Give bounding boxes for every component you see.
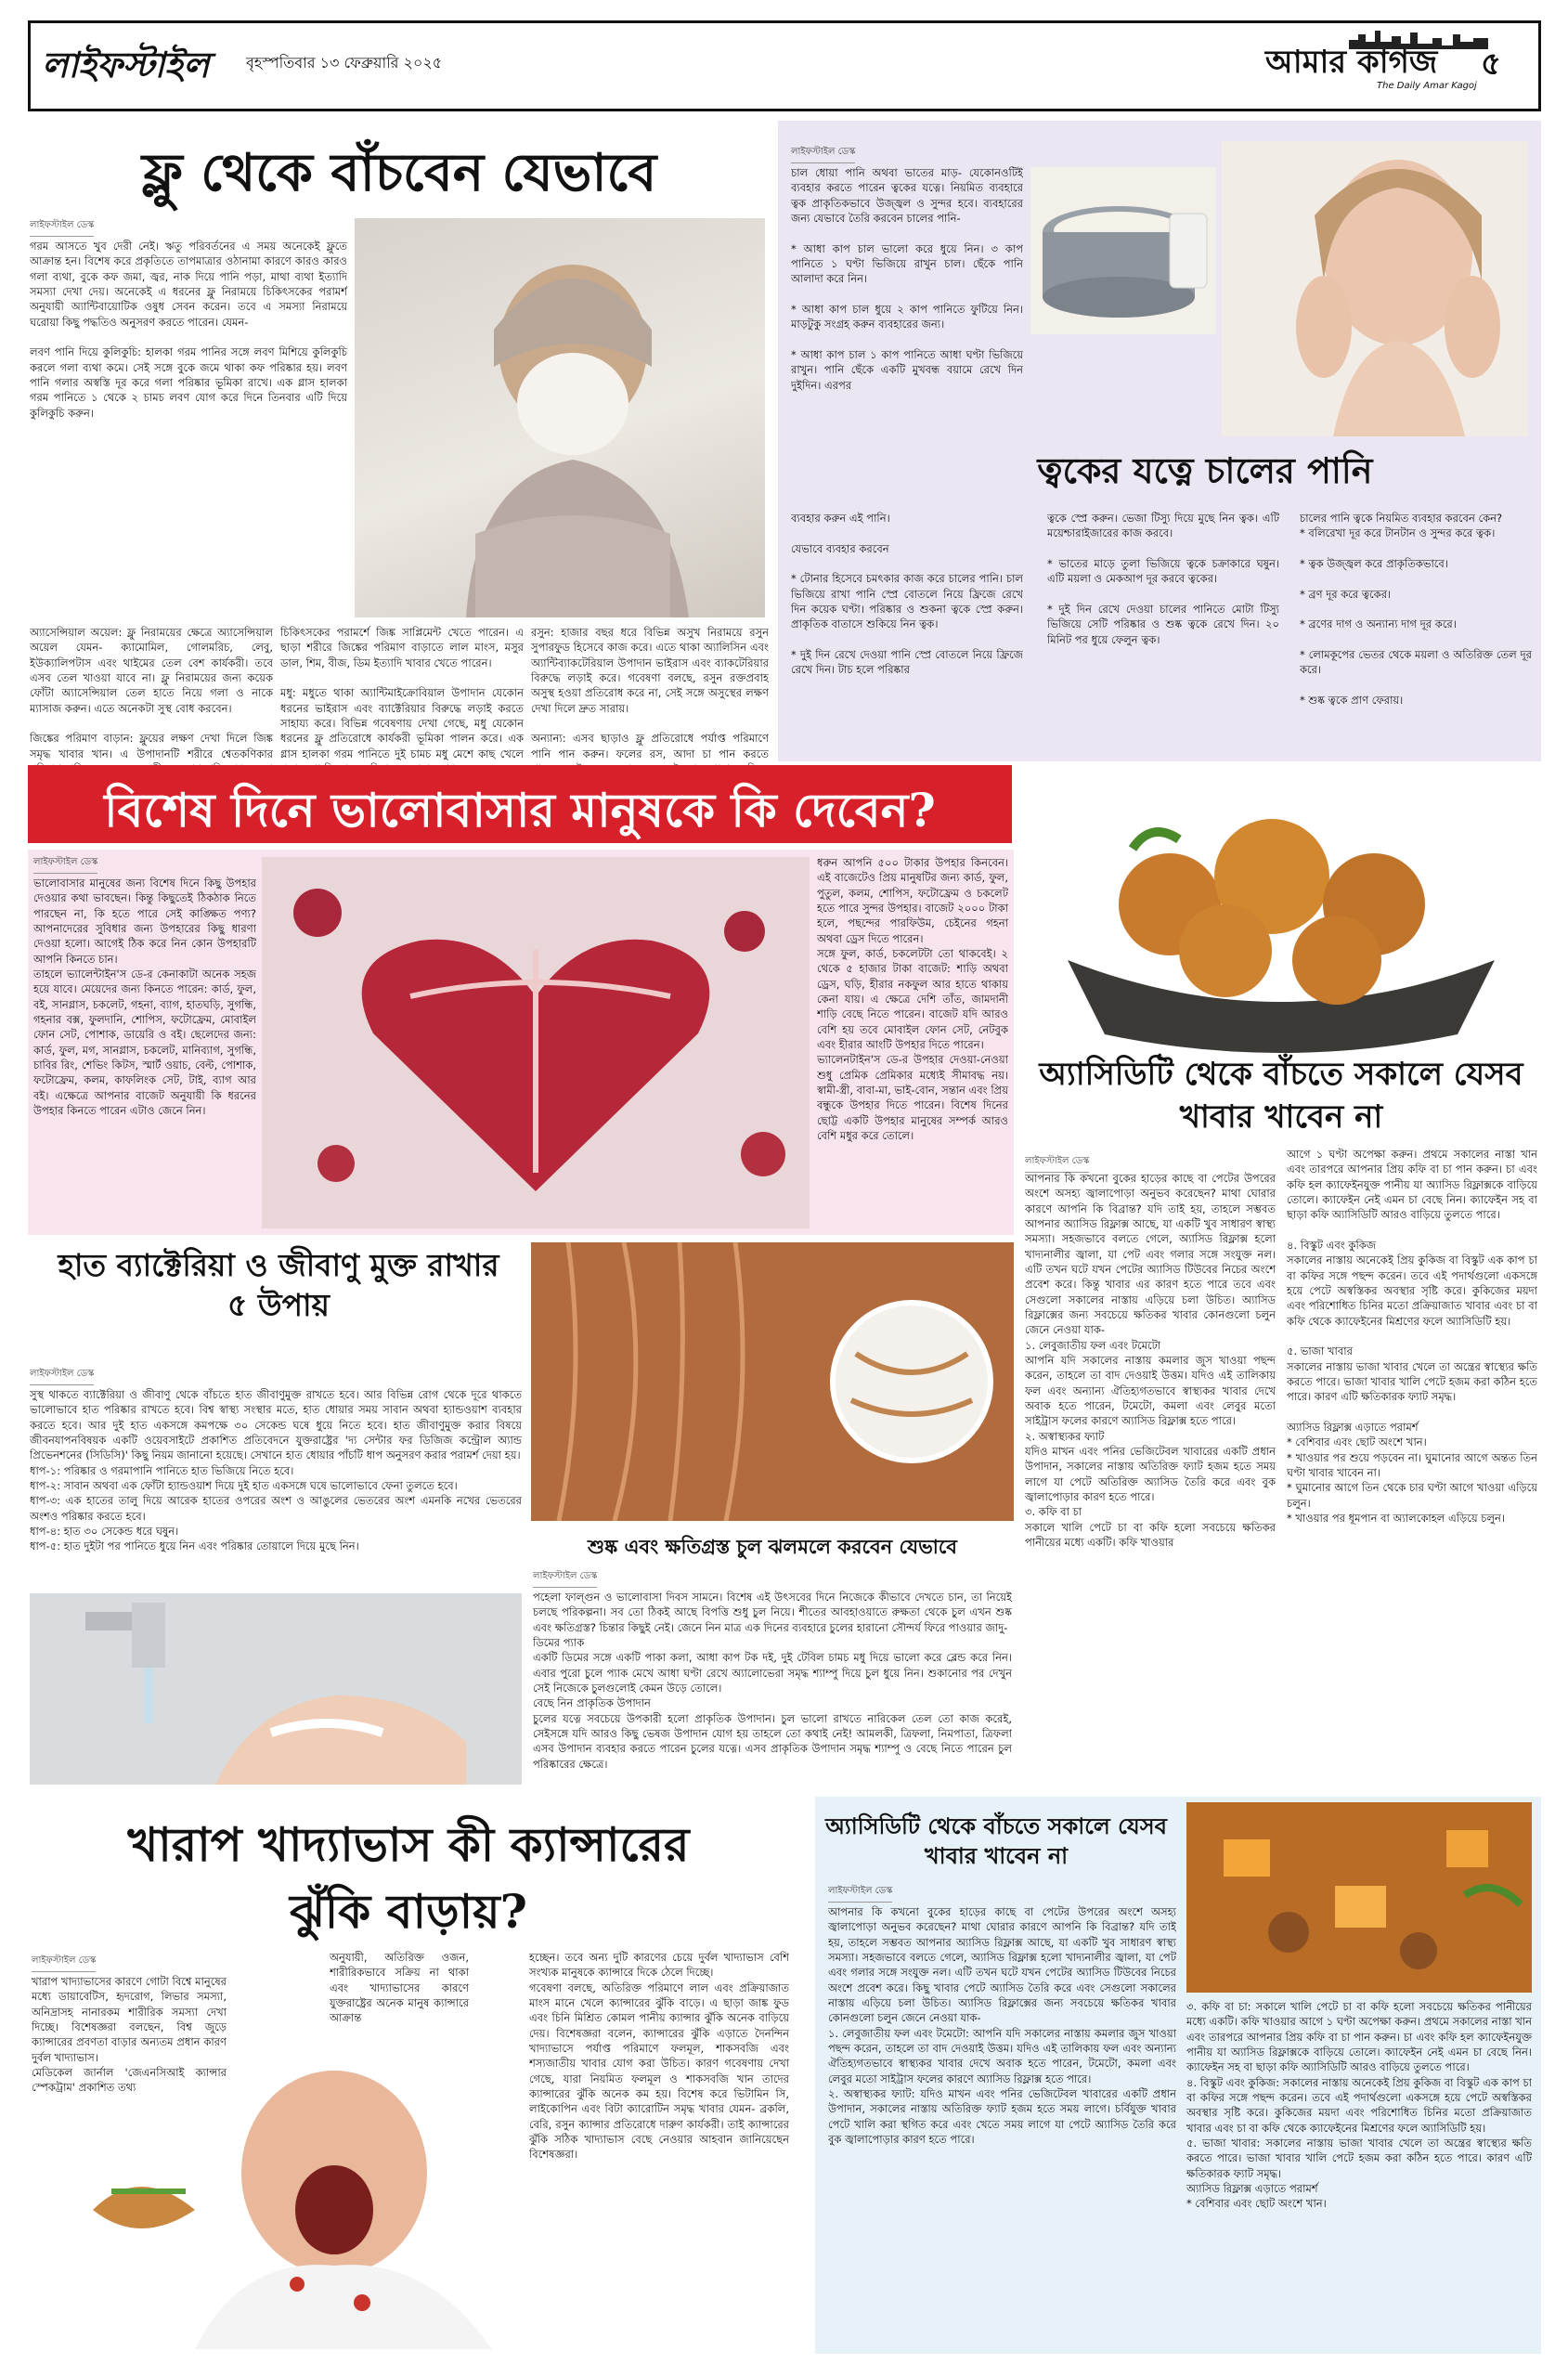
rice-col2: ত্বকে স্প্রে করুন। ভেজা টিস্যু দিয়ে মুছে নিন ত্বক। এটি ময়েশ্চারাইজারের কাজ করবে। * ভাতের মাড়ে তুলা ভিজিয়ে ত্বকে চক্রাকারে ঘষুন। এটি ময়লা ও মেকআপ দূর করবে ত্বকের। * দুই দিন রেখে দেওয়া চালের পানিতে মোটা টিস্যু ভিজিয়ে সেটি পরিষ্কার ও শুষ্ক ত্বকে রেখে দিন। ২০ মিনিট পর ধুয়ে ফেলুন ত্বক। [1047, 512, 1279, 646]
gift-col2: ধরুন আপনি ৫০০ টাকার উপহার কিনবেন। এই বাজেটেও প্রিয় মানুষটির জন্য কার্ড, ফুল, পুতুল, কলম, শোপিস, ফটোফ্রেম ও চকলেট হতে পারে সুন্দর উপহার। বাজেট ২০০০ টাকা হলে, পছন্দের পারফিউম, চেইনের গহনা অথবা ড্রেস দিতে পারেন। সঙ্গে ফুল, কার্ড, চকলেটটা তো থাকবেই। ২ থেকে ৫ হাজার টাকা বাজেট: শাড়ি অথবা ড্রেস, ঘড়ি, হীরার নকফুল আর হাতে থাকায় কেনা যায়। এ ক্ষেত্রে দেশি তাঁত, জামদানী শাড়ি বেছে নিতে পারেন। বাজেট যদি আরও বেশি হয় তবে মোবাইল ফোন সেট, নেটবুক এবং হীরার আংটি উপহার দিতে পারেন। ভ্যালেনটাইন'স ডে-র উপহার দেওয়া-নেওয়া শুধু প্রেমিক প্রেমিকার মধ্যেই সীমাবদ্ধ নয়। স্বামী-স্ত্রী, বাবা-মা, ভাই-বোন, সন্তান এবং প্রিয় বন্ধুকে উপহার দিতে পারেন। বিশেষ দিনের ছোট্ট একটি উপহার মানুষের সম্পর্ক আরও বেশি মধুর করে তোলে। [817, 856, 1008, 1142]
issue-date: বৃহস্পতিবার ১৩ ফেব্রুয়ারি ২০২৫ [246, 54, 443, 71]
hand-desk: লাইফস্টাইল ডেস্ক [30, 1367, 94, 1385]
newspaper-logo [1265, 29, 1535, 103]
section-name: লাইফস্টাইল [42, 44, 210, 85]
acidity-col2: আগে ১ ঘণ্টা অপেক্ষা করুন। প্রথমে সকালের নাস্তা খান এবং তারপরে আপনার প্রিয় কফি বা চা পান করুন। চা এবং কফি হল ক্যাফেইনযুক্ত পানীয় যা অ্যাসিড রিফ্লাক্সকে বাড়িয়ে তোলে। ক্যাফেইন নেই এমন চা বেছে নিন। ক্যাফেইন সহ বা ছাড়া কফি অ্যাসিডিটি আরও বাড়িয়ে তুলতে পারে। ৪. বিস্কুট এবং কুকিজ সকালের নাস্তায় অনেকেই প্রিয় কুকিজ বা বিস্কুট এক কাপ চা বা কফির সঙ্গে পছন্দ করেন। তবে এই পদার্থগুলো একসঙ্গে হয়ে পেটে অস্বস্তিকর অবস্থার সৃষ্টি করে। কুকিজের ময়দা এবং পরিশোধিত চিনির মতো প্রক্রিয়াজাত খাবার এবং চা বা কফি থেকে ক্যাফেইনের মিশ্রণের ফলে অ্যাসিডিটি হয়। ৫. ভাজা খাবার সকালের নাস্তায় ভাজা খাবার খেলে তা অন্ত্রের স্বাস্থ্যের ক্ষতি করতে পারে। ভাজা খাবার খালি পেটে হজম করা কঠিন হতে পারে। কারণ এটি ক্ষতিকারক ফ্যাট সমৃদ্ধ। অ্যাসিড রিফ্লাক্স এড়াতে পরামর্শ * বেশিবার এবং ছোট অংশে খান। * খাওয়ার পর শুয়ে পড়বেন না। ঘুমানোর আগে অন্তত তিন ঘণ্টা খাবার খাবেন না। * ঘুমানোর আগে তিন থেকে চার ঘণ্টা আগে খাওয়া এড়িয়ে চলুন। * খাওয়ার পর ধূমপান বা অ্যালকোহল এড়িয়ে চলুন। [1287, 1148, 1537, 1525]
fried-chicken-photo [1021, 765, 1541, 1053]
brand-english: The Daily Amar Kagoj [1377, 81, 1477, 91]
rice-water-article [778, 121, 1541, 761]
acidity-desk: লাইফস্টাইল ডেস্ক [1025, 1154, 1089, 1173]
acidity-headline: অ্যাসিডিটি থেকে বাঁচতে সকালে যেসব খাবার খাবেন না [1039, 1056, 1523, 1136]
rice-intro: চাল ধোয়া পানি অথবা ভাতের মাড়- যেকোনওটিই ব্যবহার করতে পারেন ত্বকের যত্নে। নিয়মিত ব্যবহারে ত্বক প্রাকৃতিকভাবে উজ্জ্বল ও সুন্দর হবে। ব্যবহারের জন্য যেভাবে তৈরি করবেন চালের পানি- * আধা কাপ চাল ভালো করে ধুয়ে নিন। ৩ কাপ পানিতে ১ ঘণ্টা ভিজিয়ে রাখুন চাল। ছেঁকে পানি আলাদা করে নিন। * আধা কাপ চাল ধুয়ে ২ কাপ পানিতে ফুটিয়ে নিন। মাড়টুকু সংগ্রহ করুন ব্যবহারের জন্য। * আধা কাপ চাল ১ কাপ পানিতে আধা ঘণ্টা ভিজিয়ে রাখুন। পানি ছেঁকে একটি মুখবন্ধ বয়ামে রেখে দিন দুইদিন। এরপর [791, 166, 1023, 392]
flu-col2: চিকিৎসকের পরামর্শে জিঙ্ক সাপ্লিমেন্ট খেতে পারেন। এ ছাড়া শরীরে জিঙ্কের পরিমাণ বাড়াতে লাল মাংস, মসুর ডাল, শিম, বীজ, ডিম ইত্যাদি খাবার খেতে পারেন। মধু: মধুতে থাকা অ্যান্টিমাইক্রোবিয়াল উপাদান যেকোন ধরনের ভাইরাস এবং ব্যাক্টেরিয়ার বিরুদ্ধে লড়াই করতে সাহায্য করে। বিভিন্ন গবেষণায় দেখা গেছে, মধু যেকোন ধরনের ফ্লু প্রতিরোধে কার্যকরী ভূমিকা পালন করে। এক গ্লাস হালকা গরম পানিতে দুই চামচ মধু মেশে কাছ খেলে [280, 626, 524, 760]
acidity-col1: আপনার কি কখনো বুকের হাড়ের কাছে বা পেটের উপরের অংশে অসহ্য জ্বালাপোড়া অনুভব করেছেন? মাথা ঘোরার কারণে আপনি কি বিব্রান্ত? যদি তাই হয়, তাহলে সম্ভবত আপনার অ্যাসিড রিফ্লাক্স আছে, যা একটি খুব সাধারণ স্বাস্থ্য সমস্যা। সহজভাবে বলতে গেলে, অ্যাসিড রিফ্লাক্স হলো খাদ্যনালীর জ্বালা, যা পেট এবং গলার সঙ্গে সংযুক্ত নল। এটি তখন ঘটে যখন পেটের অ্যাসিড টিউবের নিচের অংশে প্রবেশ করে। কিন্তু খাবার এর কারণ হতে পারে তবে এবং সেগুলো সকালের নাস্তায় এড়িয়ে চলা উচিত। অ্যাসিড রিফ্লাক্সের জন্য সবচেয়ে ক্ষতিকর খাবার কোনগুলো চলুন জেনে নেওয়া যাক- ১. লেবুজাতীয় ফল এবং টমেটো আপনি যদি সকালের নাস্তায় কমলার জুস খাওয়া পছন্দ করেন, তাহলে তা বাদ দেওয়াই উত্তম। যদিও এই তালিকায় ফল এবং অন্যান্য ঐতিহ্যগতভাবে স্বাস্থ্যকর খাবার দেখে অবাক হতে পারেন, টমেটো, কমলা এবং লেবুর মতো সাইট্রাস ফলের কারণে অ্যাসিড রিফ্লাক্স হতে পারে। ২. অস্বাস্থ্যকর ফ্যাট যদিও মাখন এবং পনির ভেজিটেবল খাবারের একটি প্রধান উপাদান, সকালের নাস্তায় অতিরিক্ত ফ্যাট হজম হতে সময় লাগে যা পেটে অতিরিক্ত অ্যাসিড তৈরি করে এবং বুক জ্বালাপোড়ার কারণ হতে পারে। ৩. কফি বা চা সকালে খালি পেটে চা বা কফি হলো সবচেয়ে ক্ষতিকর পানীয়ের মধ্যে একটি। কফি খাওয়ার [1025, 1172, 1276, 1549]
acidity-box-col1: আপনার কি কখনো বুকের হাড়ের কাছে বা পেটের উপরের অংশে অসহ্য জ্বালাপোড়া অনুভব করেছেন? মাথা ঘোরার কারণে আপনি কি বিব্রান্ত? যদি তাই হয়, তাহলে সম্ভবত আপনার অ্যাসিড রিফ্লাক্স আছে, যা একটি খুব সাধারণ স্বাস্থ্য সমস্যা। সহজভাবে বলতে গেলে, অ্যাসিড রিফ্লাক্স হলো খাদ্যনালীর জ্বালা, যা পেট এবং গলার সঙ্গে সংযুক্ত নল। এটি তখন ঘটে যখন পেটের অ্যাসিড টিউবের নিচের অংশে প্রবেশ করে। কিছু খাবার পেটে অ্যাসিড তৈরি করে এবং সেগুলো সকালের নাস্তায় এড়িয়ে চলা উচিত। অ্যাসিড রিফ্লাক্সের জন্য সবচেয়ে ক্ষতিকর খাবার কোনগুলো চলুন জেনে নেওয়া যাক- ১. লেবুজাতীয় ফল এবং টমেটো: আপনি যদি সকালের নাস্তায় কমলার জুস খাওয়া পছন্দ করেন, তাহলে তা বাদ দেওয়াই উত্তম। যদিও এই তালিকায় ফল এবং অন্যান্য ঐতিহ্যগতভাবে স্বাস্থ্যকর খাবার দেখে অবাক হতে পারেন, টমেটো, কমলা এবং লেবুর মতো সাইট্রাস ফলের কারণে অ্যাসিড রিফ্লাক্স হতে পারে। ২. অস্বাস্থ্যকর ফ্যাট: যদিও মাখন এবং পনির ভেজিটেবল খাবারের একটি প্রধান উপাদান, সকালের নাস্তায় অতিরিক্ত ফ্যাট হজম হতে সময় লাগে। চর্বিযুক্ত খাবার পেটে খালি করা স্থগিত করে এবং খেতে সময় লাগে যা পেটে অ্যাসিড তৈরি করে বুক জ্বালাপোড়ার কারণ হতে পারে। [828, 1905, 1176, 2146]
gift-banner [28, 765, 1012, 843]
gift-article [28, 850, 1014, 1235]
gift-desk: লাইফস্টাইল ডেস্ক [33, 855, 97, 874]
gift-col1: ভালোবাসার মানুষের জন্য বিশেষ দিনে কিছু উপহার দেওয়ার কথা ভাবছেন। কিন্তু কিছুতেই ঠিকঠাক নিতে পারছেন না, কি হতে পারে সেই কাঙ্ক্ষিত পণ্য? আপনাদেরের সুবিধার জন্য উপহারের কিছু ধারণা দেওয়া হলো। আগেই ঠিক করে নিন কোন উপহারটি আপনি কিনতে চান। তাহলে ভ্যালেন্টাইন'স ডে-র কেনাকাটা অনেক সহজ হয়ে যাবে। মেয়েদের জন্য কিনতে পারেন: কার্ড, ফুল, বই, সানগ্লাস, চকলেট, গহনা, ব্যাগ, হাতঘড়ি, সুগন্ধি, গহনার বক্স, ফুলদানি, শোপিস, ফটোফ্রেম, মোবাইল ফোন সেট, পোশাক, ডায়েরি ও বই। ছেলেদের জন্য: কার্ড, ফুল, মগ, সানগ্লাস, চকলেট, মানিব্যাগ, সুগন্ধি, চাবির রিং, শেভিং কিটস, স্মার্ট ওয়াচ, বেল্ট, পোশাক, ফটোফ্রেম, কলম, কাফলিংক সেট, টাই, ব্যাগ আর বই। এক্ষেত্রে আপনার বাজেট অনুযায়ী কি ধরনের উপহার কিনতে পারেন এটাও জেনে নিন। [33, 877, 256, 1117]
flu-desk: লাইফস্টাইল ডেস্ক [30, 218, 94, 237]
acidity-article [1021, 1054, 1541, 1787]
flu-headline: ফ্লু থেকে বাঁচবেন যেভাবে [141, 142, 657, 203]
heart-gift-box-photo [262, 857, 810, 1228]
hand-article [28, 1242, 525, 1786]
flu-col1: অ্যাসেন্সিয়াল অয়েল: ফ্লু নিরাময়ের ক্ষেত্রে অ্যাসেন্সিয়াল অয়েল যেমন- ক্যামোমিল, গোলমরিচ, লেবু, ইউক্যালিপটাস এবং থাইমের তেল বেশ কার্যকরী। তবে এসব তেল খাওয়া যাবে না। ফ্লু নিরাময়ের জন্য কয়েক ফোঁটা অ্যাসেন্সিয়াল তেল হাতে নিয়ে গলা ও নাকে ম্যাসাজ করুন। এতে অনেকটা সুস্থ বোধ করবেন। জিঙ্কের পরিমাণ বাড়ান: ফ্লুয়ের লক্ষণ দেখা দিলে জিঙ্ক সমৃদ্ধ খাবার খান। এ উপাদানটি শরীরে শ্বেতকণিকার [30, 626, 273, 760]
hand-washing-photo [30, 1593, 522, 1785]
cancer-article [28, 1792, 808, 2354]
masthead [28, 20, 1541, 111]
hair-article [531, 1242, 1014, 1786]
flu-article [28, 125, 771, 775]
rice-headline: ত্বকের যত্নে চালের পানি [1037, 449, 1373, 491]
hair-desk: লাইফস্টাইল ডেস্ক [533, 1569, 597, 1588]
hair-headline: শুষ্ক এবং ক্ষতিগ্রস্ত চুল ঝলমলে করবেন যেভাবে [588, 1536, 957, 1558]
sneezing-woman-photo [355, 218, 765, 617]
acidity-box-col2: ৩. কফি বা চা: সকালে খালি পেটে চা বা কফি হলো সবচেয়ে ক্ষতিকর পানীয়ের মধ্যে একটি। কফি খাওয়ার আগে ১ ঘণ্টা অপেক্ষা করুন। প্রথমে সকালের নাস্তা খান এবং তারপরে আপনার প্রিয় কফি বা চা পান করুন। চা এবং কফি হল ক্যাফেইনযুক্ত পানীয় যা অ্যাসিড রিফ্লাক্সকে বাড়িয়ে তোলে। ক্যাফেইন নেই এমন চা বেছে নিন। ক্যাফেইন সহ বা ছাড়া কফি অ্যাসিডিটি আরও বাড়িয়ে তুলতে পারে। ৪. বিস্কুট এবং কুকিজ: সকালের নাস্তায় অনেকেই প্রিয় কুকিজ বা বিস্কুট এক কাপ চা বা কফির সঙ্গে পছন্দ করেন। তবে এই পদার্থগুলো একসঙ্গে হয়ে পেটে অস্বস্তিকর অবস্থার সৃষ্টি করে। কুকিজের ময়দা এবং পরিশোধিত চিনির মতো প্রক্রিয়াজাত খাবার এবং চা বা কফি থেকে ক্যাফেইনের মিশ্রণের ফলে অ্যাসিডিটি হয়। ৫. ভাজা খাবার: সকালের নাস্তায় ভাজা খাবার খেলে তা অন্ত্রের স্বাস্থ্যের ক্ষতি করতে পারে। ভাজা খাবার খালি পেটে হজম করা কঠিন হতে পারে। কারণ এটি ক্ষতিকারক ফ্যাট সমৃদ্ধ। অ্যাসিড রিফ্লাক্স এড়াতে পরামর্শ * বেশিবার এবং ছোট অংশে খান। [1186, 2000, 1532, 2211]
rice-col3: চালের পানি ত্বকে নিয়মিত ব্যবহার করবেন কেন? * বলিরেখা দূর করে টানটান ও সুন্দর করে ত্বক। * ত্বক উজ্জ্বল করে প্রাকৃতিকভাবে। * ব্রণ দূর করে ত্বকের। * ব্রণের দাগ ও অন্যান্য দাগ দূর করে। * লোমকূপের ভেতর থেকে ময়লা ও অতিরিক্ত তেল দূর করে। * শুষ্ক ত্বকে প্রাণ ফেরায়। [1300, 512, 1532, 707]
hair-body: পহেলা ফাল্গুন ও ভালোবাসা দিবস সামনে। বিশেষ এই উৎসবের দিনে নিজেকে কীভাবে দেখতে চান, তা নিয়েই চলছে পরিকল্পনা। সব তো ঠিকই আছে বিপত্তি শুধু চুল নিয়ে। শীতের আবহাওয়াতে রুক্ষতা থেকে চুল এখন শুষ্ক এবং ক্ষতিগ্রস্ত? চিন্তার কিছুই নেই। জেনে নিন মাত্র এক দিনের ব্যবহারে চুলের হারানো সৌন্দর্য ফিরে পাওয়ার জাদু- ডিমের প্যাক একটি ডিমের সঙ্গে একটি পাকা কলা, আধা কাপ টক দই, দুই টেবিল চামচ মধু দিয়ে ভালো করে ব্লেন্ড করে নিন। এবার পুরো চুলে প্যাক মেখে আধা ঘণ্টা রেখে অ্যালোভেরা সমৃদ্ধ শ্যাম্পু দিয়ে চুল ধুয়ে নিন। শুকানোর পর দেখুন সেই নিজেকে চুলগুলোই কেমন উড়ে তোলে। বেছে নিন প্রাকৃতিক উপাদান চুলের যত্নে সবচেয়ে উপকারী হলো প্রাকৃতিক উপাদান। চুল ভালো রাখতে নারিকেল তেল তো কাজ করেই, সেইসঙ্গে যদি আরও কিছু ভেষজ উপাদান যোগ হয় তাহলে তো কথাই নেই! আমলকী, ত্রিফলা, নিমপাতা, ত্রিফলা এসব উপাদান ব্যবহার করতে পারেন চুলের যত্নে। এসব প্রাকৃতিক উপাদান সমৃদ্ধ শ্যাম্পু ও বেছে নিতে পারেন চুল পরিষ্কারের ক্ষেত্রে। [533, 1591, 1012, 1771]
acidity-box-desk: লাইফস্টাইল ডেস্ক [828, 1884, 892, 1903]
rice-col1: ব্যবহার করুন এই পানি। যেভাবে ব্যবহার করবেন * টোনার হিসেবে চমৎকার কাজ করে চালের পানি। চাল ভিজিয়ে রাখা পানি স্প্রে বোতলে নিয়ে ফ্রিজে রেখে দিন কয়েক ঘণ্টা। পরিষ্কার ও শুকনা ত্বকে স্প্রে করুন। প্রাকৃতিক বাতাসে শুকিয়ে নিন ত্বক। * দুই দিন রেখে দেওয়া পানি স্প্রে বোতলে নিয়ে ফ্রিজে রেখে দিন। টাচ হলে পরিষ্কার [791, 512, 1023, 677]
brand-name: আমার কাগজ [1265, 44, 1438, 81]
acidity-box [815, 1797, 1541, 2354]
rice-bowl-photo [1030, 167, 1216, 334]
cancer-desk: লাইফস্টাইল ডেস্ক [32, 1954, 96, 1972]
man-eating-photo [56, 2052, 520, 2349]
cancer-col2: অনুযায়ী, অতিরিক্ত ওজন, শারীরিকভাবে সক্রিয় না থাকা এবং খাদ্যাভাসের কারণে যুক্তরাষ্ট্রের অনেক মানুষ ক্যান্সারে আক্রান্ত [330, 1951, 469, 2025]
flu-col3: রসুন: হাজার বছর ধরে বিভিন্ন অসুখ নিরাময়ে রসুন সুপারফুড হিসেবে কাজ করে। এতে থাকা অ্যালিসিন এবং অ্যান্টিব্যাকটেরিয়াল উপাদান ভাইরাস এবং ব্যাকটেরিয়ার বিরুদ্ধে লড়াই করে। গবেষণা বলছে, রসুন রক্তপ্রবাহ অসুস্থ হওয়া প্রতিরোধ করে না, সেই সঙ্গে অসুস্থের লক্ষণ দেখা দিলে দ্রুত সারায়। অন্যান্য: এসব ছাড়াও ফ্লু প্রতিরোধে পর্যাপ্ত পরিমাণে পানি পান করুন। ফলের রস, আদা চা পান করতে [531, 626, 769, 760]
cancer-col3: হচ্ছেন। তবে অন্য দুটি কারণের চেয়ে দুর্বল খাদ্যাভাস বেশি সংখ্যক মানুষকে ক্যান্সারে দিকে ঠেলে দিচ্ছে। গবেষণা বলছে, অতিরিক্ত পরিমাণে লাল এবং প্রক্রিয়াজাত মাংস মানে খেলে ক্যান্সারের ঝুঁকি বাড়ে। এ ছাড়া জাঙ্ক ফুড এবং চিনি মিশ্রিত কোমল পানীয় ক্যান্সার ঝুঁকি অনেক বাড়িয়ে দেয়। বিশেষজ্ঞরা বলেন, ক্যান্সারের ঝুঁকি এড়াতে দৈনন্দিন খাদ্যাভাসে পর্যাপ্ত পরিমাণে ফলমূল, শাকসবজি এবং শস্যজাতীয় খাবার যোগ করা উচিত। কারণ গবেষণায় দেখা গেছে, যারা নিয়মিত ফলমূল ও শাকসবজি খান তাদের ক্যান্সারের ঝুঁকি অনেক কম হয়। বিশেষ করে ভিটামিন সি, লাইকোপিন এবং বিটা ক্যারোটিন সমৃদ্ধ খাবার যেমন- ব্রকলি, বেরি, রসুন ক্যান্সার প্রতিরোধে দারুণ কার্যকরী। তাই ক্যান্সারের ঝুঁকি সঠিক খাদ্যাভাস বেছে নেওয়ার আহবান জানিয়েছেন বিশেষজ্ঞরা। [529, 1951, 789, 2162]
hand-headline: হাত ব্যাক্টেরিয়া ও জীবাণু মুক্ত রাখার ৫ উপায় [58, 1247, 499, 1323]
woman-face-photo [1222, 141, 1528, 436]
cancer-col1: খারাপ খাদ্যাভাসের কারণে গোটা বিশ্বে মানুষের মধ্যে ডায়াবেটিস, হৃদরোগ, লিভার সমস্যা, অনিদ্রাসহ নানারকম শারীরিক সমস্যা দেখা দিচ্ছে। বিশেষজ্ঞরা বলছেন, বিশ্ব জুড়ে ক্যান্সারের প্রবণতা বাড়ার অন্যতম প্রধান কারণ দুর্বল খাদ্যাভাস। মেডিকেল জার্নাল 'জেএনসিআই ক্যান্সার স্পেকট্রাম' প্রকাশিত তথ্য [32, 1975, 227, 2095]
rice-desk: লাইফস্টাইল ডেস্ক [791, 145, 855, 163]
cancer-headline-line2: ঝুঁকি বাড়ায়? [290, 1884, 527, 1939]
dry-hair-photo [531, 1242, 1014, 1521]
cancer-headline-line1: খারাপ খাদ্যাভাস কী ক্যান্সারের [127, 1817, 690, 1872]
gift-headline: বিশেষ দিনে ভালোবাসার মানুষকে কি দেবেন? [104, 783, 936, 838]
page-number: ৫ [1481, 45, 1502, 83]
acidity-box-headline: অ্যাসিডিটি থেকে বাঁচতে সকালে যেসব খাবার খাবেন না [825, 1813, 1167, 1870]
flu-intro: গরম আসতে খুব দেরী নেই। ঋতু পরিবর্তনের এ সময় অনেকেই ফ্লুতে আক্রান্ত হন। বিশেষ করে প্রকৃতিতে তাপমাত্রার ওঠানামা কারণে কারও কারও গলা ব্যথা, বুকে কফ জমা, জ্বর, নাক দিয়ে পানি পড়া, মাথা ব্যথা ইত্যাদি সমস্যা দেখা দেয়। অনেকেই এ ধরনের ফ্লু নিরাময়ে চিকিৎসকের পরামর্শ অনুযায়ী অ্যান্টিবায়োটিক ওষুধ সেবন করেন। তবে এ সমস্যা নিরাময়ে ঘরোয়া কিছু পদ্ধতিও অনুসরণ করতে পারেন। যেমন- লবণ পানি দিয়ে কুলিকুচি: হালকা গরম পানির সঙ্গে লবণ মিশিয়ে কুলিকুচি করলে গলা ব্যথা কমে। সেই সঙ্গে বুকে জমে থাকা কফ পরিষ্কার হয়। লবণ পানি গলার অস্বস্তি দূর করে গলা পরিষ্কার ভূমিকা রাখে। এক গ্লাস হালকা গরম পানিতে ১ থেকে ২ চামচ লবণ যোগ করে দিনে তিনবার এটি দিয়ে কুলিকুচি করুন। [30, 240, 347, 420]
hand-body: সুস্থ থাকতে ব্যাক্টেরিয়া ও জীবাণু থেকে বাঁচতে হাত জীবাণুমুক্ত রাখতে হবে। আর বিভিন্ন রোগ থেকে দূরে থাকতে ভালোভাবে হাত পরিষ্কার রাখতে হবে। বিশ্ব স্বাস্থ্য সংস্থার মতে, হাত ধোয়ার সময় সাবান অথবা হ্যান্ডওয়াশ ব্যবহার করতে হবে। আর দুই হাত একসঙ্গে কমপক্ষে ৩০ সেকেন্ড ঘষে ধুয়ে নিতে হবে। হাত জীবাণুমুক্ত করার বিষয়ে জীবনযাপনবিষয়ক একটি ওয়েবসাইটে প্রকাশিত প্রতিবেদনে যুক্তরাষ্ট্রের 'দ্য সেন্টার ফর ডিজিজ কন্ট্রোল অ্যান্ড প্রিভেনশনের (সিডিসি)' কিছু নিয়ম জানানো হয়েছে। সেখানে হাত ধোয়ার পাঁচটি ধাপ অনুসরণ করার পরামর্শ দেয়া হয়। ধাপ-১: পরিষ্কার ও গরমাপানি পানিতে হাত ভিজিয়ে নিতে হবে। ধাপ-২: সাবান অথবা এক ফোঁটা হ্যান্ডওয়াশ দিয়ে দুই হাত একসঙ্গে ঘষে ভালোভাবে ফেনা তুলতে হবে। ধাপ-৩: এক হাতের তালু দিয়ে আরেক হাতের ওপরের অংশ ও আঙুলের ভেতরের অংশ এমনকি নখের ভেতরের অংশও পরিষ্কার করতে হবে। ধাপ-৪: হাত ৩০ সেকেন্ড ধরে ঘষুন। ধাপ-৫: হাত দুইটা পর পানিতে ধুয়ে নিন এবং পরিষ্কার তোয়ালে দিয়ে মুছে নিন। [30, 1388, 522, 1553]
stew-photo [1186, 1802, 1532, 1993]
